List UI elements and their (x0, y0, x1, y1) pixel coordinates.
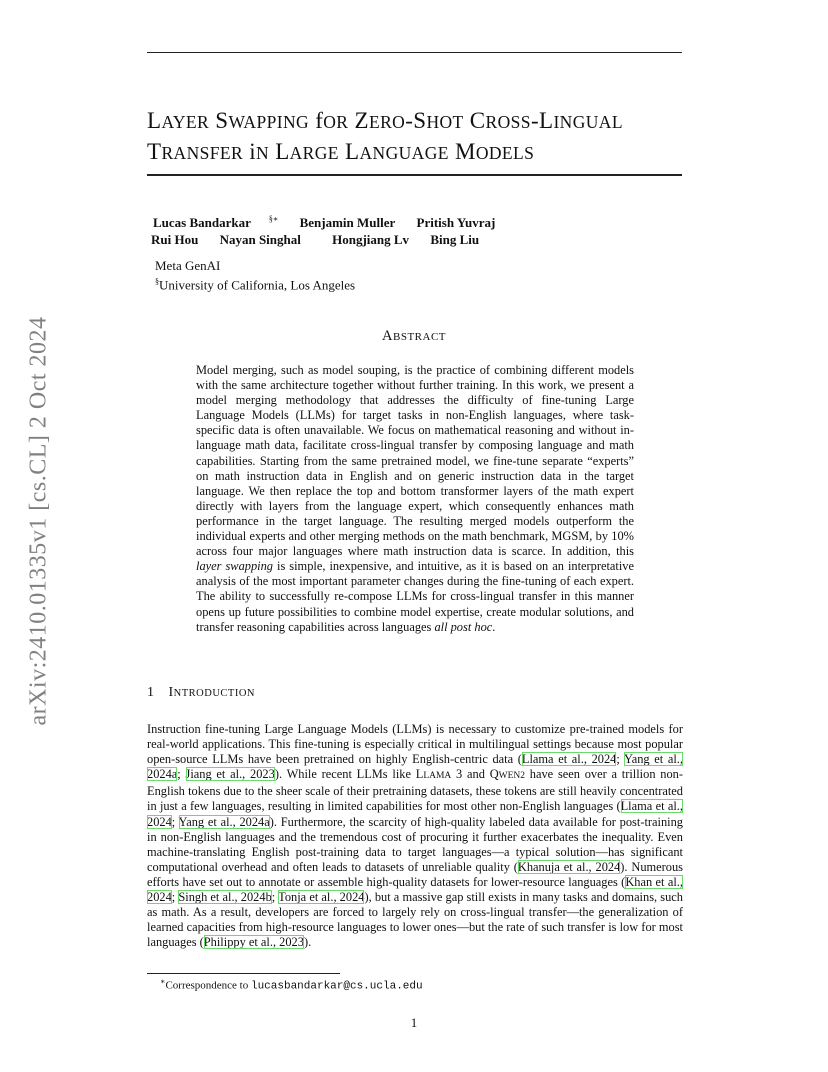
emphasis: all post hoc (434, 619, 493, 634)
paper-title (147, 106, 687, 168)
arxiv-sidebar (14, 296, 64, 746)
author-name: Pritish Yuvraj (416, 215, 496, 231)
affiliations (155, 258, 355, 293)
title-line-2: TRANSFER iN LARGE LANGUAGE MODELS (147, 139, 535, 164)
email-link[interactable]: lucasbandarkar@cs.ucla.edu (250, 980, 423, 993)
author-name: Bing Liu (430, 232, 480, 248)
author-name: Nayan Singhal (219, 232, 301, 248)
authors (153, 211, 513, 248)
model-name: QWEN2 (489, 767, 526, 782)
citation-link[interactable]: Yang et al., 2024a (147, 752, 683, 782)
abstract-body: Model merging, such as model souping, is the practice of combining different models with the same architecture together without further training. In this work, we present a model merging methodology that addresses the difficulty of fine-tuning Large Language Models (LLMs) for target tasks in non-English languages, where task-specific data is often unavailable. We focus on mathematical reasoning and without in-language math data, facilitate cross-lingual transfer by composing language and math capabilities. Starting from the same pretrained model, we fine-tune separate “experts” on math instruction data in English and on generic instruction data in the target language. We then replace the top and bottom transformer layers of the math expert directly with layers from the language expert, which consequently enhances math performance in the target language. The resulting merged models outperform the individual experts and other merging methods on the math benchmark, MGSM, by 10% across four major languages where math instruction data is scarce. In addition, this layer swapping is simple, inexpensive, and intuitive, as it is based on an interpretative analysis of the most important parameter changes during the fine-tuning of each expert. The ability to successfully re-compose LLMs for cross-lingual transfer in this manner opens up future possibilities to combine model expertise, create modular solutions, and transfer reasoning capabilities across languages all post hoc. (196, 363, 634, 634)
affiliation-mark: § (155, 277, 159, 286)
footnote: ∗Correspondence to lucasbandarkar@cs.ucla.edu (160, 977, 423, 993)
title-rule (147, 174, 682, 176)
section-title: INTRODUCTION (168, 685, 255, 700)
page-number: 1 (410, 1015, 418, 1030)
section-heading (147, 685, 255, 701)
top-rule (147, 52, 682, 53)
author-name: Benjamin Muller (299, 215, 396, 231)
citation-link[interactable]: Singh et al., 2024b (178, 890, 272, 905)
author-name: Hongjiang Lv (332, 232, 410, 248)
section-number: 1 (147, 685, 155, 700)
title-line-1: LAYER SWAPPING fOR ZERO-SHOT CROSS-LINGUAL (147, 108, 623, 133)
citation-link[interactable]: Khanuja et al., 2024 (517, 859, 621, 874)
intro-paragraph: Instruction fine-tuning Large Language Models (LLMs) is necessary to customize pre-trained models for real-world applications. This fine-tuning is especially critical in multilingual settings because most popular open-source LLMs have been pretrained on highly English-centric data (Llama et al., 2024; Yang et al., 2024a; Jiang et al., 2023). While recent LLMs like LLAMA 3 and QWEN2 have seen over a trillion non-English tokens due to the sheer scale of their pretraining datasets, these tokens are still heavily concentrated in just a few languages, resulting in limited capabilities for most other non-English languages (Llama et al., 2024; Yang et al., 2024a). Furthermore, the scarcity of high-quality labeled data available for post-training in non-English languages and the tremendous cost of procuring it further exacerbates the inequality. Even machine-translating English post-training data to target languages—a typical solution—has significant computational overhead and often leads to datasets of unreliable quality (Khanuja et al., 2024). Numerous efforts have set out to annotate or assemble high-quality datasets for lower-resource languages (Khan et al., 2024; Singh et al., 2024b; Tonja et al., 2024), but a massive gap still exists in many tasks and domains, such as math. As a result, developers are forced to largely rely on cross-lingual transfer—the generalization of learned capacities from high-resource languages to lower ones—but the rate of such transfer is low for most languages (Philippy et al., 2023). (147, 722, 683, 950)
emphasis: layer swapping (196, 559, 273, 574)
footnote-rule (147, 973, 340, 974)
citation-link[interactable]: Tonja et al., 2024 (278, 890, 365, 905)
citation-link[interactable]: Yang et al., 2024a (178, 814, 270, 829)
citation-link[interactable]: Llama et al., 2024 (521, 752, 617, 767)
author-mark: §∗ (268, 215, 279, 224)
authors-row-1 (153, 211, 513, 231)
abstract-heading: ABSTRACT (382, 328, 446, 344)
arxiv-stamp: arXiv:2410.01335v1 [cs.CL] 2 Oct 2024 (25, 316, 52, 726)
citation-link[interactable]: Llama et al., 2024 (147, 799, 683, 829)
citation-link[interactable]: Jiang et al., 2023 (185, 767, 275, 782)
author-name: Rui Hou (151, 232, 199, 248)
affiliation-1: Meta GenAI (155, 258, 221, 273)
model-name: LLAMA 3 (415, 767, 463, 782)
citation-link[interactable]: Philippy et al., 2023 (203, 935, 304, 950)
authors-row-2 (151, 231, 513, 248)
author-name: Lucas Bandarkar §∗ (153, 215, 279, 231)
citation-link[interactable]: Khan et al., 2024 (147, 874, 683, 905)
footnote-mark: ∗ (160, 977, 166, 986)
affiliation-2: §University of California, Los Angeles (155, 277, 356, 293)
